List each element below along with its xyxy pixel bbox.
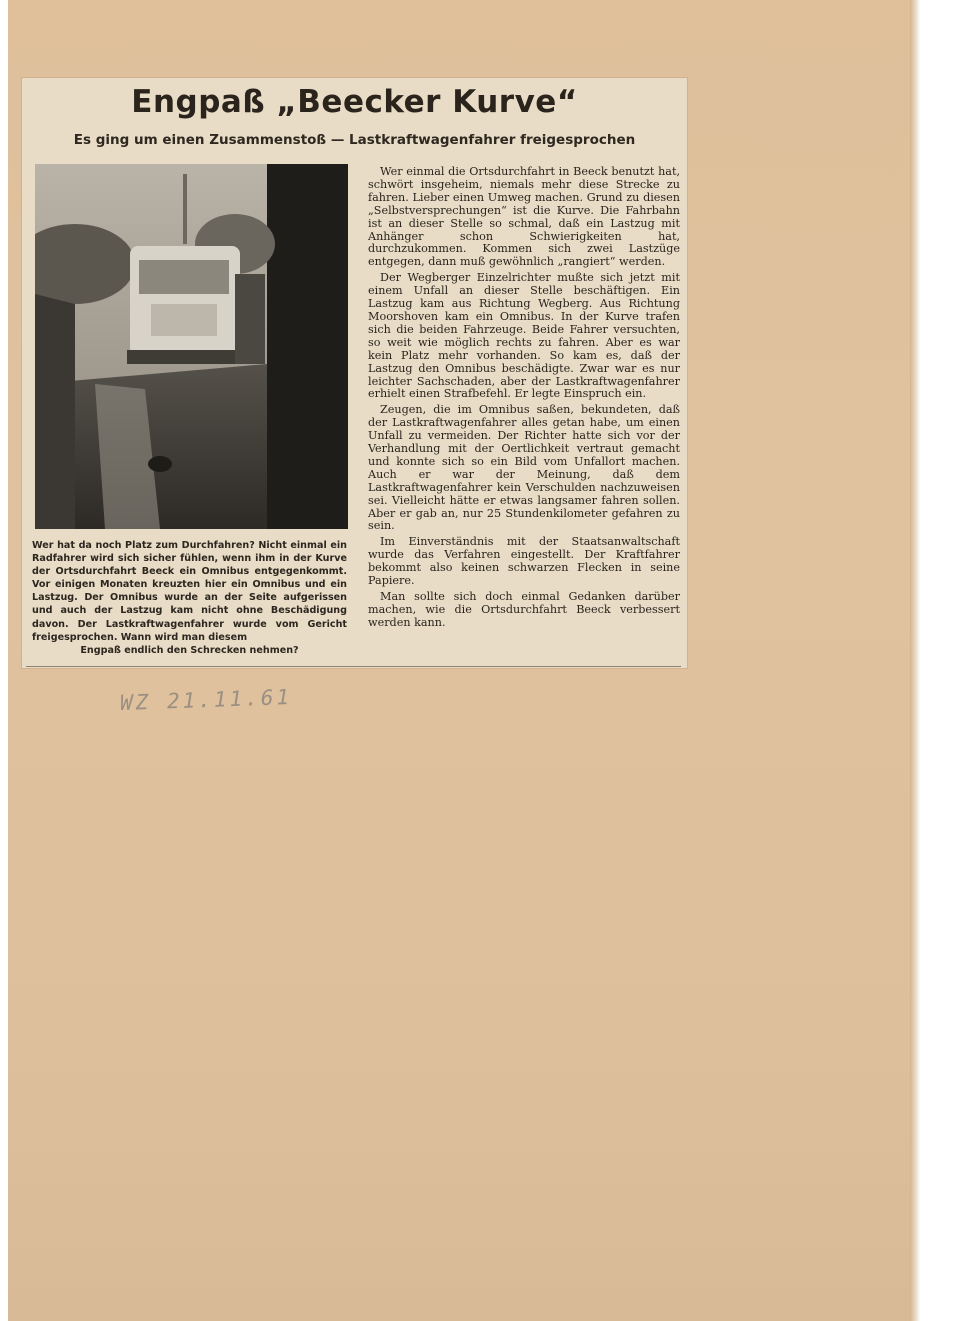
subheadline: Es ging um einen Zusammenstoß — Lastkraftwagenfahrer freigesprochen <box>73 132 636 148</box>
truck-photo-image <box>35 164 348 529</box>
article-paragraph: Der Wegberger Einzelrichter mußte sich jetzt mit einem Unfall an dieser Stelle beschäftigen. Ein Lastzug kam aus Richtung Wegberg. Aus Richtung Moorshoven kam ein Omnibus. In der Kurve trafen sich die beiden Fahrzeuge. Beide Fahrer versuchten, so weit wie möglich rechts zu fahren. Aber es war kein Platz mehr vorhanden. So kam es, daß der Lastzug den Omnibus beschädigte. Zwar war es nur leichter Sachschaden, aber der Lastkraftwagenfahrer erhielt einen Strafbefehl. Er legte Einspruch ein. <box>368 271 680 401</box>
article-body <box>368 166 680 633</box>
caption-text: Wer hat da noch Platz zum Durchfahren? Nicht einmal ein Radfahrer wird sich sicher fühlen, wenn ihm in der Kurve der Ortsdurchfahrt Beeck ein Omnibus entgegenkommt. Vor einigen Monaten kreuzten hier ein Omnibus und ein Lastzug. Der Omnibus wurde an der Seite aufgerissen und auch der Lastzug kam nicht ohne Beschädigung davon. Der Lastkraftwagenfahrer wurde vom Gericht freigesprochen. Wann wird man diesem <box>32 540 347 643</box>
headline: Engpaß „Beecker Kurve“ <box>131 84 578 120</box>
caption-last-line: Engpaß endlich den Schrecken nehmen? <box>80 644 299 656</box>
handwritten-note: WZ 21.11.61 <box>119 685 293 715</box>
photo-caption <box>32 539 347 657</box>
article-paragraph: Man sollte sich doch einmal Gedanken darüber machen, wie die Ortsdurchfahrt Beeck verbessert werden kann. <box>368 590 680 629</box>
sheet-edge <box>910 0 920 1321</box>
article-photo <box>35 164 348 529</box>
article-paragraph: Zeugen, die im Omnibus saßen, bekundeten, daß der Lastkraftwagenfahrer alles getan habe, um einen Unfall zu vermeiden. Der Richter hatte sich vor der Verhandlung mit der Oertlichkeit vertraut gemacht und konnte sich so ein Bild vom Unfallort machen. Auch er war der Meinung, daß dem Lastkraftwagenfahrer kein Verschulden nachzuweisen sei. Vielleicht hätte er etwas langsamer fahren sollen. Aber er gab an, nur 25 Stundenkilometer gefahren zu sein. <box>368 403 680 533</box>
newspaper-clipping <box>22 78 687 668</box>
article-paragraph: Im Einverständnis mit der Staatsanwaltschaft wurde das Verfahren eingestellt. Der Kraftfahrer bekommt also keinen schwarzen Flecken in seine Papiere. <box>368 535 680 588</box>
clipping-bottom-rule <box>26 666 681 667</box>
article-paragraph: Wer einmal die Ortsdurchfahrt in Beeck benutzt hat, schwört insgeheim, niemals mehr diese Strecke zu fahren. Lieber einen Umweg machen. Grund zu diesen „Selbstversprechungen“ ist die Kurve. Die Fahrbahn ist an dieser Stelle so schmal, daß ein Lastzug mit Anhänger schon Schwierigkeiten hat, durchzukommen. Kommen sich zwei Lastzüge entgegen, dann muß gewöhnlich „rangiert“ werden. <box>368 165 680 269</box>
